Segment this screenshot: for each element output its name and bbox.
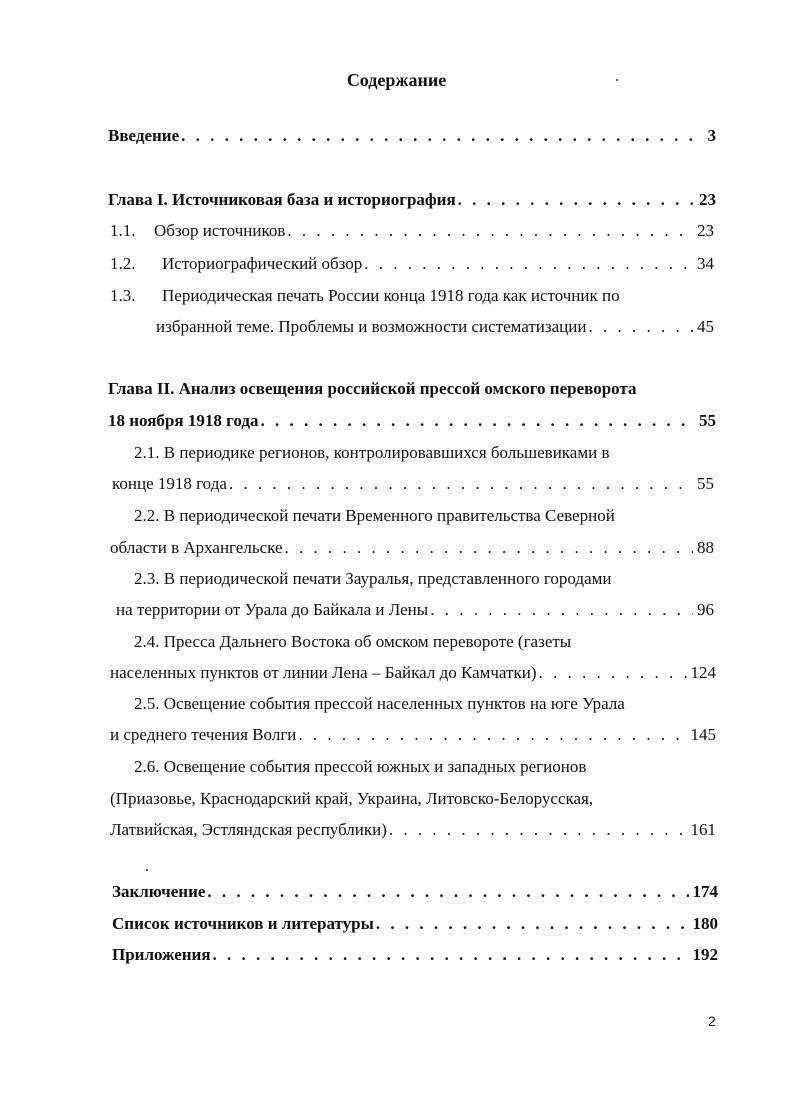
toc-entry-chapter-1 [108,188,716,212]
toc-entry-chapter-2-line-2 [108,409,716,433]
scan-speck [616,79,618,81]
toc-leader [296,723,686,747]
toc-leader [211,943,689,967]
toc-label: области в Архангельске [110,538,283,557]
toc-label: на территории от Урала до Байкала и Лены [116,600,429,619]
toc-entry-1-2 [110,252,714,276]
toc-entry-2-5-line-1 [134,692,714,716]
toc-label: (Приазовье, Краснодарский край, Украина, Литовско-Белорусская, [110,789,594,808]
toc-entry-appendix [112,943,718,967]
toc-number: 1.3. [110,286,136,305]
toc-label: населенных пунктов от линии Лена – Байкал до Камчатки) [110,663,537,682]
toc-entry-2-6-line-3 [110,818,716,842]
toc-page: 124 [690,663,716,682]
toc-label: Глава II. Анализ освещения российской прессой омского переворота [108,379,637,398]
toc-page: 23 [697,221,714,240]
toc-page: 55 [699,411,716,430]
toc-leader [456,188,695,212]
toc-label: Список источников и литературы [112,914,374,933]
toc-label: Периодическая печать России конца 1918 года как источник по [162,286,620,305]
toc-label: 18 ноября 1918 года [108,411,259,430]
toc-entry-2-1-line-1 [134,441,714,465]
toc-entry-2-2-line-1 [134,504,714,528]
toc-entry-1-1 [110,219,714,243]
toc-page: 34 [697,254,714,273]
toc-number: 1.2. [110,254,136,273]
toc-entry-chapter-2-line-1 [108,377,716,401]
toc-entry-2-1-line-2 [112,472,714,496]
toc-page: 145 [690,725,716,744]
toc-label: 2.5. Освещение события прессой населенных пунктов на юге Урала [134,694,625,713]
toc-page: 174 [692,882,718,901]
toc-leader [179,124,703,148]
toc-entry-intro [108,124,716,148]
toc-page: 23 [699,190,716,209]
toc-page: 55 [697,474,714,493]
toc-label: 2.6. Освещение события прессой южных и западных регионов [134,757,587,776]
toc-label: 2.2. В периодической печати Временного правительства Северной [134,506,615,525]
scan-speck [146,869,148,871]
toc-label: и среднего течения Волги [110,725,297,744]
toc-entry-conclusion [112,880,718,904]
toc-entry-2-3-line-2 [116,598,714,622]
toc-label: Приложения [112,945,211,964]
toc-page: 180 [692,914,718,933]
toc-entry-2-6-line-2 [110,787,716,811]
toc-leader [227,472,693,496]
toc-label: Историографический обзор [162,254,363,273]
toc-leader [586,315,693,339]
toc-number: 1.1. [110,221,136,240]
toc-leader [283,536,693,560]
toc-entry-1-3-line-2 [156,315,714,339]
toc-page: 88 [697,538,714,557]
toc-label: Латвийская, Эстляндская республики) [110,820,387,839]
toc-entry-2-5-line-2 [110,723,716,747]
toc-leader [258,409,695,433]
toc-leader [428,598,693,622]
toc-label: 2.4. Пресса Дальнего Востока об омском перевороте (газеты [134,632,572,651]
page-title: Содержание [346,70,447,90]
toc-page: 96 [697,600,714,619]
toc-entry-2-3-line-1 [134,567,714,591]
toc-label: 2.3. В периодической печати Зауралья, представленного городами [134,569,612,588]
toc-label: Глава I. Источниковая база и историография [108,190,456,209]
toc-label: Обзор источников [154,221,286,240]
toc-leader [387,818,687,842]
toc-page: 192 [692,945,718,964]
toc-entry-2-4-line-2 [110,661,716,685]
toc-entry-2-6-line-1 [134,755,714,779]
toc-entry-1-3-line-1 [110,284,714,308]
toc-leader [362,252,693,276]
toc-leader [537,661,687,685]
toc-entry-2-2-line-2 [110,536,714,560]
toc-entry-sources [112,912,718,936]
page-number: 2 [708,1013,716,1029]
toc-label: 2.1. В периодике регионов, контролировавшихся большевиками в [134,443,610,462]
toc-label: конце 1918 года [112,474,227,493]
toc-label: избранной теме. Проблемы и возможности систематизации [156,317,587,336]
toc-entry-2-4-line-1 [134,630,714,654]
toc-page: 45 [697,317,714,336]
toc-page: 3 [707,126,716,145]
toc-leader [285,219,693,243]
toc-leader [374,912,689,936]
toc-page: 161 [690,820,716,839]
toc-label: Введение [108,126,180,145]
toc-leader [205,880,688,904]
toc-label: Заключение [112,882,206,901]
